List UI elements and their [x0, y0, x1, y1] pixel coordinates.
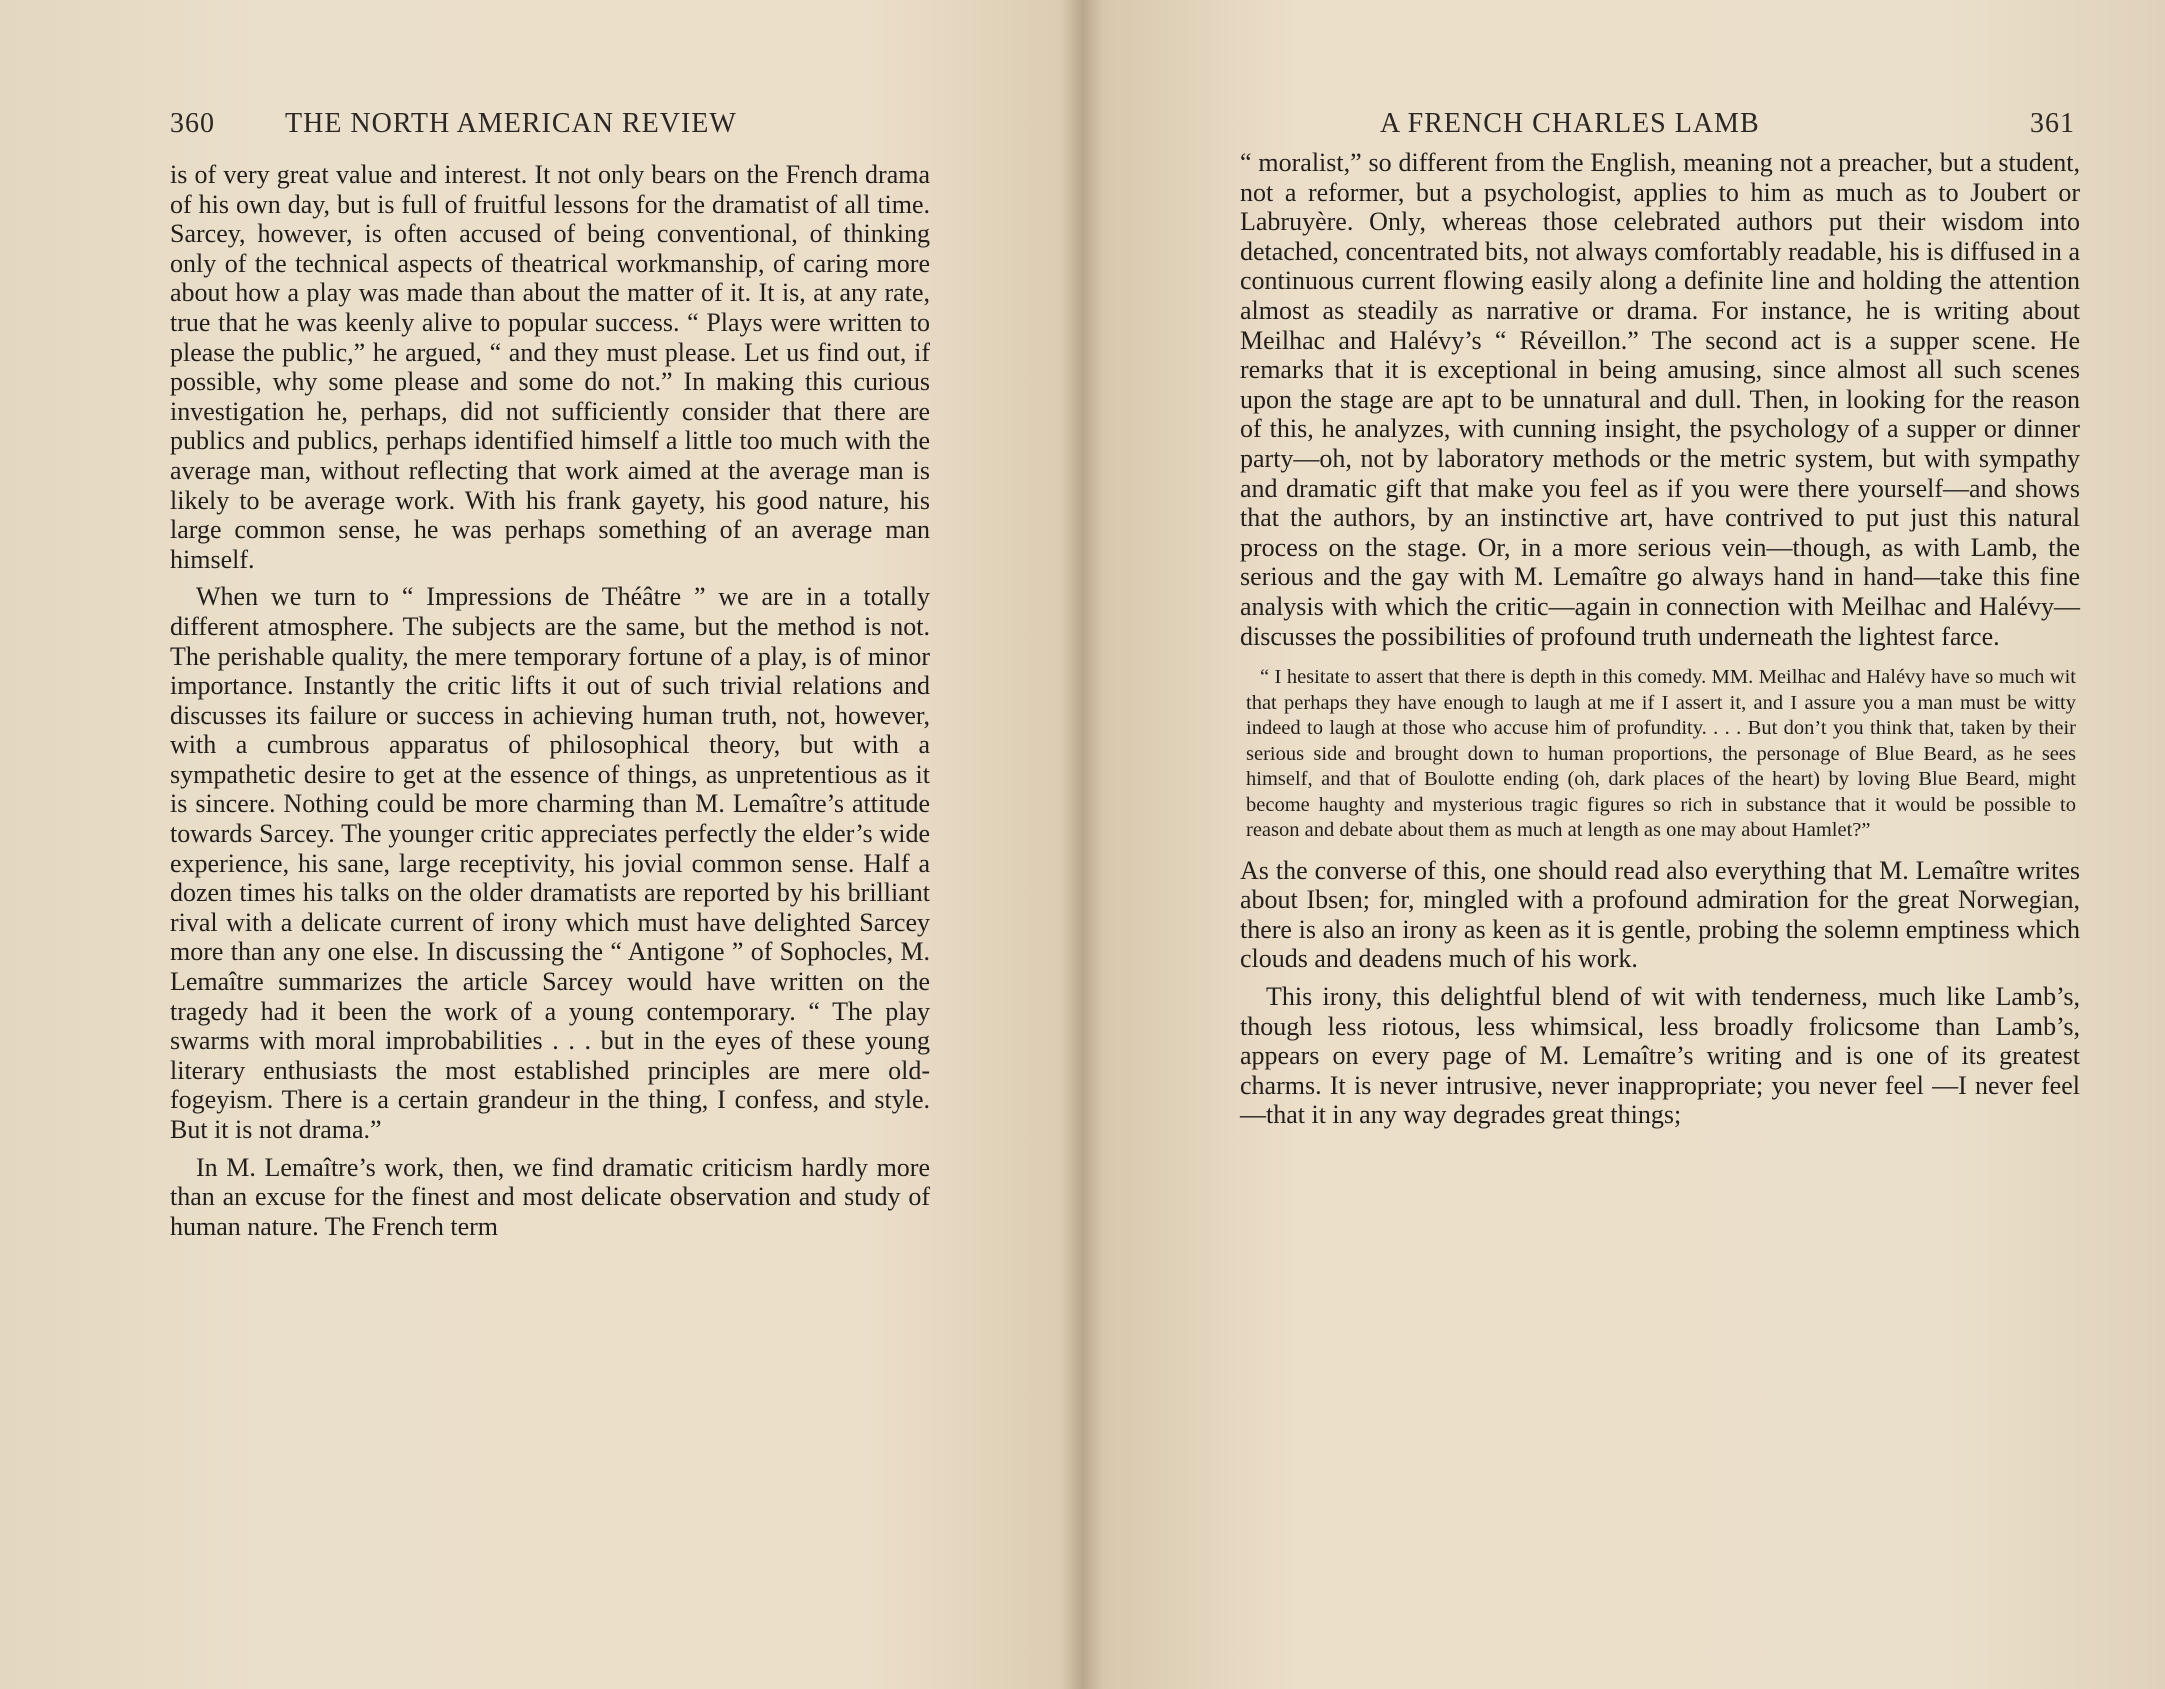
paragraph: is of very great value and interest. It not only bears on the French drama of his own day, but is full of fruitful lessons for the dramatist of all time. Sarcey, however, is often accused of being conventional, of thinking only of the technical aspects of theatrical workmanship, of caring more about how a play was made than about the matter of it. It is, at any rate, true that he was keenly alive to popular success. “ Plays were written to please the public,” he argued, “ and they must please. Let us find out, if possible, why some please and some do not.” In making this curious investigation he, perhaps, did not sufficiently consider that there are publics and publics, perhaps identified himself a little too much with the average man, without reflecting that work aimed at the average man is likely to be average work. With his frank gayety, his good nature, his large common sense, he was perhaps something of an average man himself.: [170, 160, 930, 574]
left-page-number: 360: [170, 108, 215, 139]
paragraph: As the converse of this, one should read also everything that M. Lemaître writes about Ibsen; for, mingled with a profound admiration for the great Norwegian, there is also an irony as keen as it is gentle, probing the solemn emptiness which clouds and deadens much of his work.: [1240, 855, 2080, 974]
right-running-head: [1380, 108, 2075, 140]
paragraph: In M. Lemaître’s work, then, we find dramatic criticism hardly more than an excuse for the finest and most delicate observation and study of human nature. The French term: [170, 1152, 930, 1241]
paragraph: This irony, this delightful blend of wit with tenderness, much like Lamb’s, though less riotous, less whimsical, less broadly frolicsome than Lamb’s, appears on every page of M. Lemaître’s writing and is one of its greatest charms. It is never intrusive, never inappropriate; you never feel —I never feel—that it in any way degrades great things;: [1240, 981, 2080, 1130]
left-running-head: [170, 108, 737, 140]
right-page: [1075, 0, 2165, 1689]
left-body-text: [170, 160, 930, 1249]
block-quote: “ I hesitate to assert that there is depth in this comedy. MM. Meilhac and Halévy have so much wit that perhaps they have enough to laugh at me if I assert it, and I assure you a man must be witty indeed to laugh at those who accuse him of profundity. . . . But don’t you think that, taken by their serious side and brought down to human proportions, the personage of Blue Beard, as he sees himself, and that of Boulotte ending (oh, dark places of the heart) by loving Blue Beard, might become haughty and mysterious tragic figures so rich in substance that it would be possible to reason and debate about them as much at length as one may about Hamlet?”: [1246, 666, 2076, 842]
right-body-text: [1240, 148, 2080, 1138]
left-page: [0, 0, 1075, 1689]
left-running-title: THE NORTH AMERICAN REVIEW: [285, 108, 737, 139]
paragraph: When we turn to “ Impressions de Théâtre ” we are in a totally different atmosphere. The subjects are the same, but the method is not. The perishable quality, the mere temporary fortune of a play, is of minor importance. Instantly the critic lifts it out of such trivial relations and discusses its failure or success in achieving human truth, not, however, with a cumbrous apparatus of philosophical theory, but with a sympathetic desire to get at the essence of things, as unpretentious as it is sincere. Nothing could be more charming than M. Lemaître’s attitude towards Sarcey. The younger critic appreciates perfectly the elder’s wide experience, his sane, large receptivity, his jovial common sense. Half a dozen times his talks on the older dramatists are reported by his brilliant rival with a delicate current of irony which must have delighted Sarcey more than any one else. In discussing the “ Antigone ” of Sophocles, M. Lemaître summarizes the article Sarcey would have written on the tragedy had it been the work of a young contemporary. “ The play swarms with moral improbabilities . . . but in the eyes of these young literary enthusiasts the most established principles are mere old-fogeyism. There is a certain grandeur in the thing, I confess, and style. But it is not drama.”: [170, 582, 930, 1144]
right-page-number: 361: [2030, 108, 2075, 139]
paragraph: “ moralist,” so different from the English, meaning not a preacher, but a student, not a reformer, but a psychologist, applies to him as much as to Joubert or Labruyère. Only, whereas those celebrated authors put their wisdom into detached, concentrated bits, not always comfortably readable, his is diffused in a continuous current flowing easily along a definite line and holding the attention almost as steadily as narrative or drama. For instance, he is writing about Meilhac and Halévy’s “ Réveillon.” The second act is a supper scene. He remarks that it is exceptional in being amusing, since almost all such scenes upon the stage are apt to be unnatural and dull. Then, in looking for the reason of this, he analyzes, with cunning insight, the psychology of a supper or dinner party—oh, not by laboratory methods or the metric system, but with sympathy and dramatic gift that make you feel as if you were there yourself—and shows that the authors, by an instinctive art, have contrived to put just this natural process on the stage. Or, in a more serious vein—though, as with Lamb, the serious and the gay with M. Lemaître go always hand in hand—take this fine analysis with which the critic—again in connection with Meilhac and Halévy—discusses the possibilities of profound truth underneath the lightest farce.: [1240, 148, 2080, 651]
right-running-title: A FRENCH CHARLES LAMB: [1380, 108, 1760, 139]
